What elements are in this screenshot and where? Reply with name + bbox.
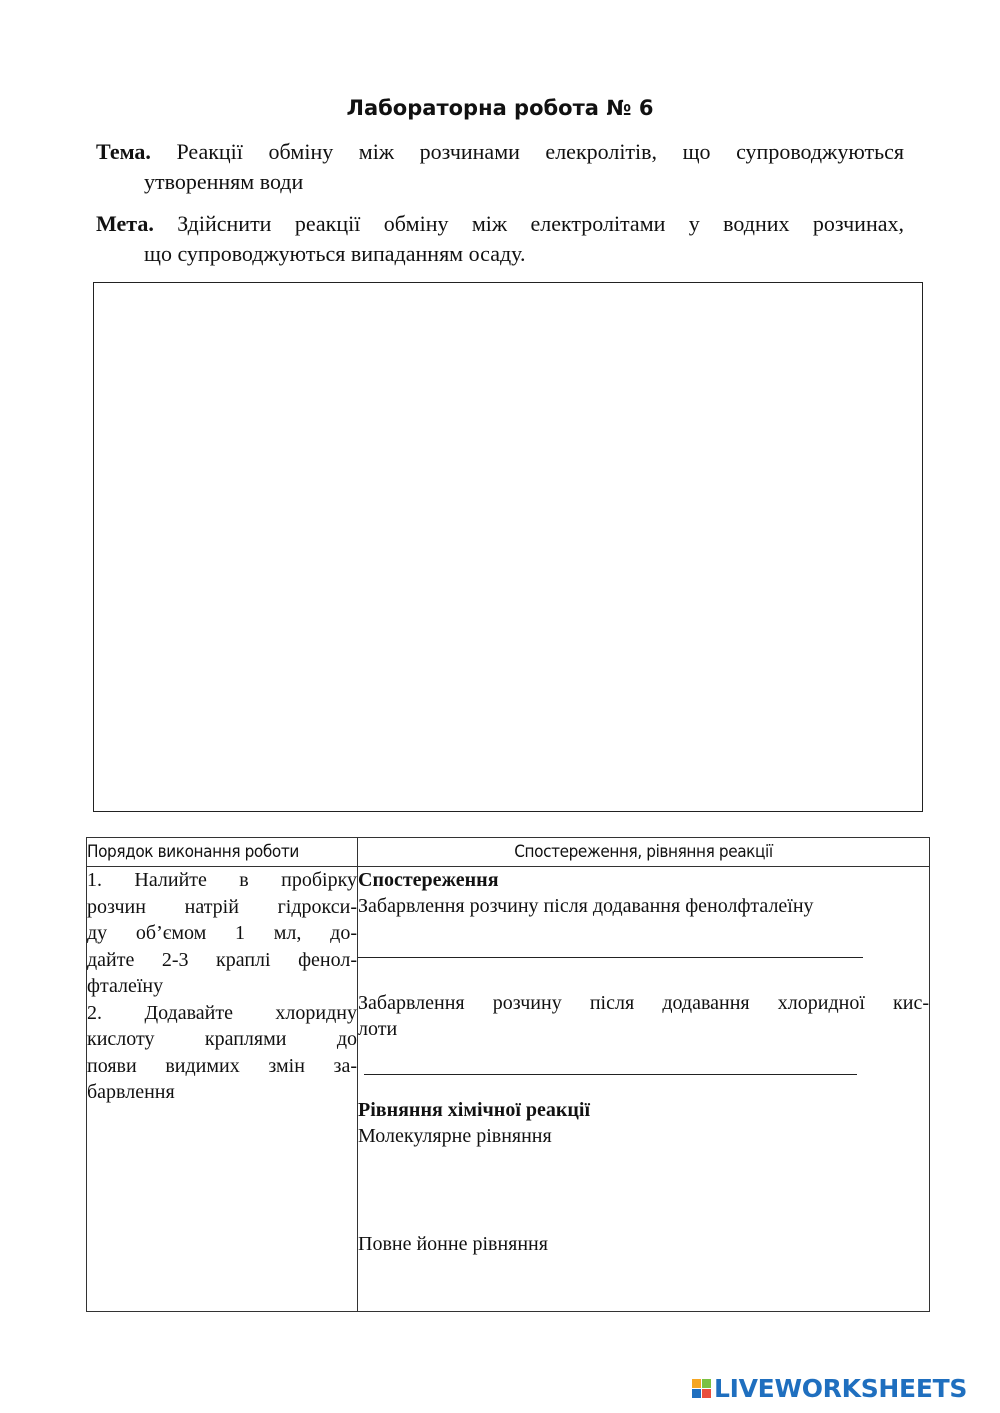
table-body-row xyxy=(87,867,930,1312)
topic-label: Тема. xyxy=(96,139,151,164)
page-title: Лабораторна робота № 6 xyxy=(346,96,654,120)
header-observations: Спостереження, рівняння реакції xyxy=(358,838,930,867)
goal-text-2: що супроводжуються випаданням осаду. xyxy=(144,241,526,266)
step-line: 2. Додавайте хлоридну xyxy=(87,1001,357,1024)
color-after-phenolphthalein: Забарвлення розчину після додавання фенолфталеїну xyxy=(358,895,814,917)
full-ionic-equation-label: Повне йонне рівняння xyxy=(358,1233,548,1255)
topic-text-1: Реакції обміну між розчинами елекролітів, що супроводжуються xyxy=(150,139,904,164)
goal-paragraph xyxy=(96,209,904,269)
molecular-equation-label: Молекулярне рівняння xyxy=(358,1125,552,1147)
equation-heading: Рівняння хімічної реакції xyxy=(358,1099,591,1121)
header-procedure: Порядок виконання роботи xyxy=(87,838,358,867)
step-line: 1. Налийте в пробірку xyxy=(87,869,357,891)
observations-heading: Спостереження xyxy=(358,869,499,891)
step-line: кислоту краплями до xyxy=(87,1028,357,1050)
step-line: ду об’ємом 1 мл, до- xyxy=(87,922,357,944)
answer-line-1[interactable] xyxy=(358,957,863,958)
topic-paragraph xyxy=(96,137,904,197)
logo-mark-icon xyxy=(692,1379,711,1398)
step-line: фталеїну xyxy=(87,975,164,997)
answer-line-2[interactable] xyxy=(364,1074,857,1075)
observations-cell xyxy=(358,867,930,1312)
procedure-cell xyxy=(87,867,358,1312)
step-line: барвлення xyxy=(87,1081,175,1103)
goal-text-1: Здійснити реакції обміну між електролітами у водних розчинах, xyxy=(153,211,904,236)
topic-line-1 xyxy=(96,137,904,167)
topic-text-2: утворенням води xyxy=(144,169,304,194)
drawing-area[interactable] xyxy=(93,282,923,812)
table-header-row xyxy=(87,838,930,867)
step-line: появи видимих змін за- xyxy=(87,1054,357,1077)
goal-line-1 xyxy=(96,209,904,239)
logo-text: LIVEWORKSHEETS xyxy=(714,1373,968,1403)
step-line: розчин натрій гідрокси- xyxy=(87,895,357,918)
liveworksheets-logo xyxy=(692,1373,967,1403)
work-table xyxy=(86,837,930,1312)
goal-label: Мета. xyxy=(96,211,154,236)
color-after-acid-line1: Забарвлення розчину після додавання хлоридної кис- xyxy=(358,992,929,1014)
color-after-acid-line2: лоти xyxy=(358,1018,398,1040)
step-line: дайте 2-3 краплі фенол- xyxy=(87,948,357,971)
